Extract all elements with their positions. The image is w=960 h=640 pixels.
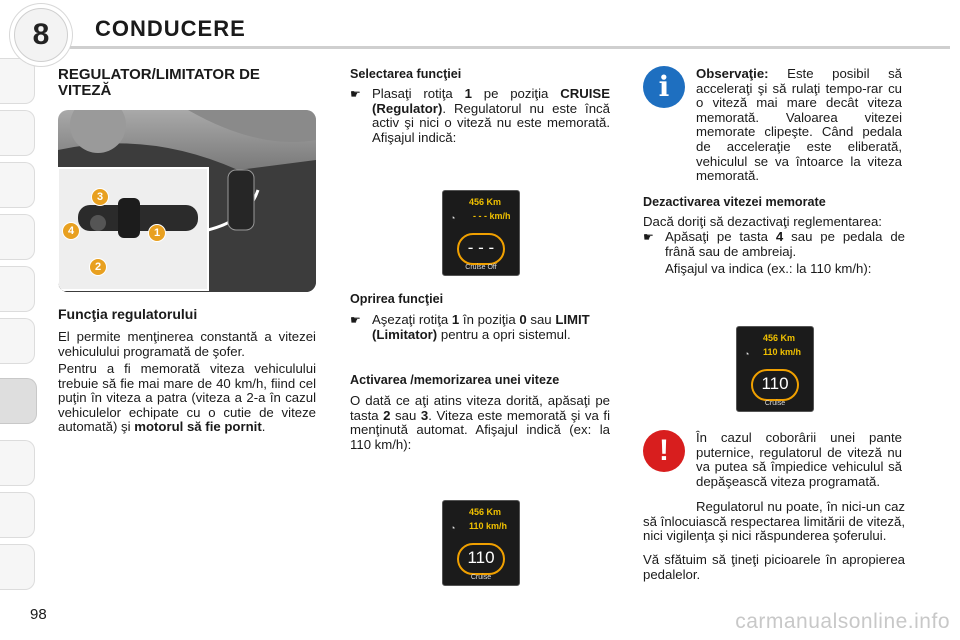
odometer: 456 Km: [469, 507, 502, 517]
bold: 1: [464, 86, 472, 101]
info-icon: i: [643, 66, 685, 108]
warning-icon: !: [643, 430, 685, 472]
callout-marker: 1: [148, 224, 166, 242]
text: pentru a opri sistemul.: [437, 326, 571, 342]
stop-bullet: [350, 313, 610, 342]
para-intro: El permite menţinerea constantă a vitezei vehiculului programată de şofer.: [58, 329, 316, 359]
warning-text-3: Vă sfătuim să ţineţi picioarele în apropierea pedalelor.: [643, 552, 905, 582]
section-title-line: VITEZĂ: [58, 82, 112, 99]
chapter-tab[interactable]: [0, 58, 35, 104]
speed-dial: 110: [457, 543, 505, 575]
chapter-tab[interactable]: [0, 544, 35, 590]
display-cruise-active: [442, 500, 520, 586]
bullet-icon: ☛: [643, 230, 654, 244]
bold: 1: [451, 312, 460, 327]
text: sau: [526, 312, 556, 327]
chapter-tab[interactable]: [0, 318, 35, 364]
odometer: 456 Km: [469, 197, 502, 207]
page-number: 98: [30, 606, 47, 623]
deactivate-title: Dezactivarea vitezei memorate: [643, 195, 826, 209]
header-divider: [70, 46, 950, 49]
func-title: Funcţia regulatorului: [58, 306, 198, 322]
text: în poziţia: [459, 312, 520, 327]
warning-text-1: În cazul coborârii unei pante puternice, regulatorul de viteză nu va putea să împiedice vehiculul să depăşească viteza programată.: [696, 430, 902, 489]
text: . Viteza este memorată şi va fi menţinută automat. Afişajul indică (ex: la 110 km/h):: [350, 407, 610, 452]
speed-readout: 110 km/h: [763, 347, 802, 357]
text: . Regulatorul nu este încă activ şi nici o viteză nu este memorată. Afişajul indică:: [372, 100, 610, 145]
chapter-tab[interactable]: [0, 440, 35, 486]
bullet-icon: ☛: [350, 87, 361, 101]
mode-label: Cruise Off: [465, 264, 497, 271]
speed-readout: - - - km/h: [473, 211, 511, 221]
para-conditions: [58, 362, 316, 435]
chapter-tab-active[interactable]: [0, 378, 37, 424]
bold: LIMIT (Limitator): [372, 312, 590, 342]
chapter-tab[interactable]: [0, 110, 35, 156]
activate-title: Activarea /memorizarea unei viteze: [350, 373, 560, 387]
obs-label: Observaţie:: [696, 66, 769, 81]
watermark: carmanualsonline.info: [735, 610, 950, 633]
mode-label: Cruise: [470, 574, 492, 581]
deactivate-bullet: [643, 230, 905, 259]
stop-text: [372, 313, 610, 342]
bullet-icon: ☛: [350, 313, 361, 327]
chapter-tab[interactable]: [0, 214, 35, 260]
chapter-number-badge: 8: [14, 8, 68, 62]
speed-dial: 110: [751, 369, 799, 401]
bold: 4: [775, 229, 784, 244]
text: pe poziţia: [471, 86, 561, 101]
section-title: [58, 67, 318, 99]
chapter-tab[interactable]: [0, 492, 35, 538]
cruise-icon: ◔: [450, 213, 456, 223]
display-deactivated: [736, 326, 814, 412]
cruise-icon: ◔: [450, 523, 456, 533]
callout-marker: 2: [89, 258, 107, 276]
section-title-line: REGULATOR/LIMITATOR DE: [58, 66, 260, 83]
para-end: .: [261, 419, 266, 435]
callout-marker: 4: [62, 222, 80, 240]
cruise-icon: ◔: [744, 349, 750, 359]
mode-label: Cruise: [764, 400, 786, 407]
para-text: Pentru a fi memorată viteza vehiculului trebuie să fie mai mare de 40 km/h, fiind cel puţin în viteza a patra (viteza a 2-a în cazul vehiculelor echipate cu o cutie de viteze automată) şi: [58, 361, 316, 435]
chapter-tab-strip: [0, 48, 38, 588]
observation-text: [696, 67, 902, 184]
bold: 3: [420, 407, 429, 423]
odometer: 456 Km: [763, 333, 796, 343]
text: Aşezaţi rotiţa: [372, 312, 452, 327]
select-text: [372, 87, 610, 145]
steering-stalk-photo: [58, 110, 316, 292]
speed-dial: - - -: [457, 233, 505, 265]
chapter-tab[interactable]: [0, 162, 35, 208]
select-title: Selectarea funcţiei: [350, 67, 462, 81]
para-bold: motorul să fie pornit: [134, 419, 262, 435]
chapter-title: CONDUCERE: [95, 16, 246, 41]
activate-text: [350, 394, 610, 452]
text: Plasaţi rotiţa: [372, 86, 465, 101]
text: Este posibil să acceleraţi şi să rulaţi tempo-rar cu o viteză mai mare decât viteza memorată. Valoarea vitezei memorate clipeşte. Când pedala de acceleraţie este eliberată, vehiculul se va întoarce la viteza memorată.: [696, 66, 902, 184]
deactivate-display-note: Afişajul va indica (ex.: la 110 km/h):: [665, 261, 872, 276]
display-cruise-off: [442, 190, 520, 276]
bold: CRUISE (Regulator): [372, 86, 611, 116]
deactivate-text: [665, 230, 905, 259]
callout-marker: 3: [91, 188, 109, 206]
text: sau pe pedala de frână sau de ambreiaj.: [665, 229, 905, 259]
stop-title: Oprirea funcţiei: [350, 292, 444, 306]
text: sau: [390, 407, 421, 423]
text: O dată ce aţi atins viteza dorită, apăsaţi pe tasta: [350, 393, 610, 423]
text: Apăsaţi pe tasta: [665, 229, 776, 244]
select-bullet: [350, 87, 610, 145]
speed-readout: 110 km/h: [469, 521, 508, 531]
warning-text-2: Regulatorul nu poate, în nici-un caz să înlocuiască respectarea limitării de viteză, nici vigilenţa şi nici răspunderea şoferului.: [643, 499, 905, 544]
deactivate-intro: Dacă doriţi să dezactivaţi reglementarea:: [643, 214, 882, 229]
bold: 0: [519, 312, 527, 327]
bold: 2: [383, 407, 391, 423]
chapter-tab[interactable]: [0, 266, 35, 312]
